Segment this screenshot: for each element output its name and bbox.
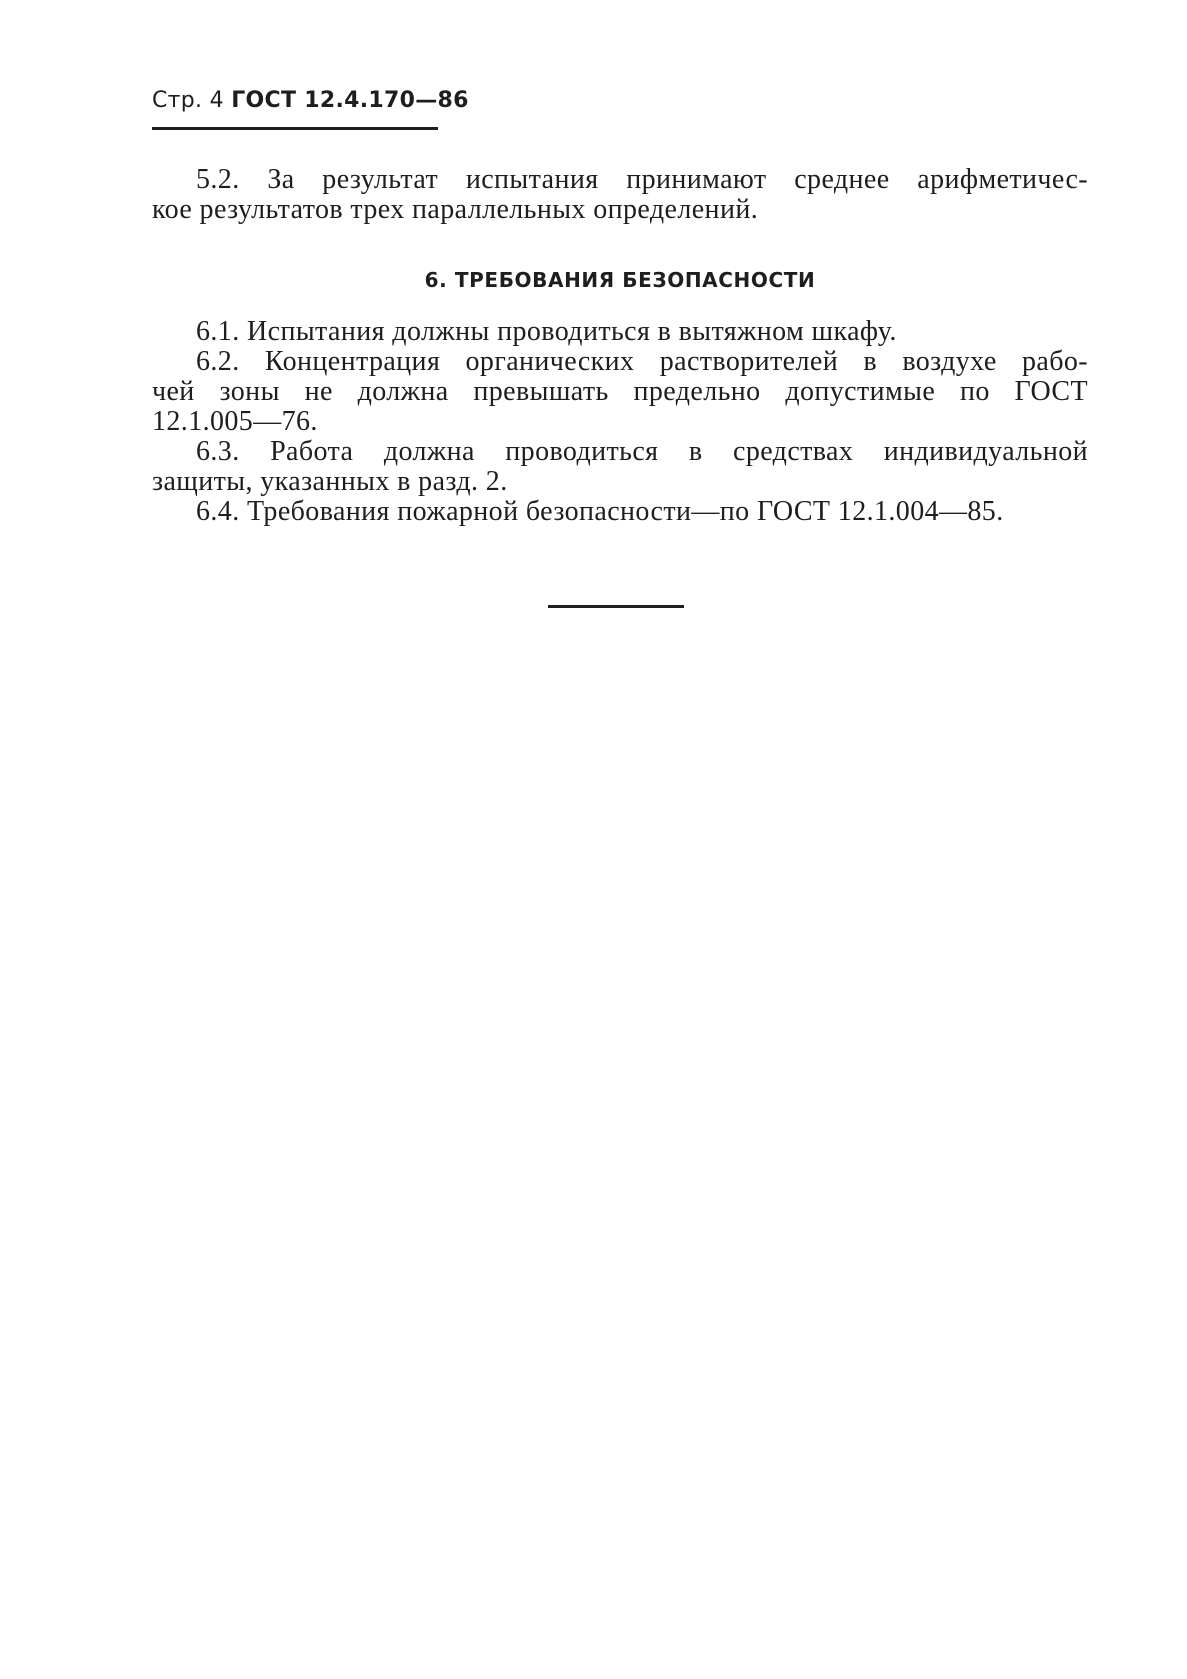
section-6-body: [152, 317, 1088, 527]
clause-6-2-line-1: 6.2. Концентрация органических растворителей в воздухе рабо-: [196, 346, 1088, 377]
clause-5-2-line-2: кое результатов трех параллельных определений.: [152, 194, 759, 225]
clause-6-2-line-2: чей зоны не должна превышать предельно допустимые по ГОСТ: [152, 376, 1088, 407]
document-code: ГОСТ 12.4.170—86: [231, 88, 469, 113]
page-header: [152, 86, 469, 116]
clause-6-3-line-2: защиты, указанных в разд. 2.: [152, 466, 508, 497]
page-number-label: Стр. 4: [152, 88, 224, 113]
clause-6-2-line-3: 12.1.005—76.: [152, 406, 318, 437]
clause-5-2-line-1: 5.2. За результат испытания принимают среднее арифметичес-: [196, 164, 1088, 195]
section-6-heading: 6. ТРЕБОВАНИЯ БЕЗОПАСНОСТИ: [424, 268, 816, 292]
clause-5-2: [152, 165, 1088, 225]
clause-6-1: 6.1. Испытания должны проводиться в вытяжном шкафу.: [196, 316, 897, 347]
clause-6-3-line-1: 6.3. Работа должна проводиться в средствах индивидуальной: [196, 436, 1088, 467]
clause-6-4: 6.4. Требования пожарной безопасности—по ГОСТ 12.1.004—85.: [196, 496, 1004, 527]
end-divider: [548, 605, 684, 608]
header-underline: [152, 127, 438, 130]
